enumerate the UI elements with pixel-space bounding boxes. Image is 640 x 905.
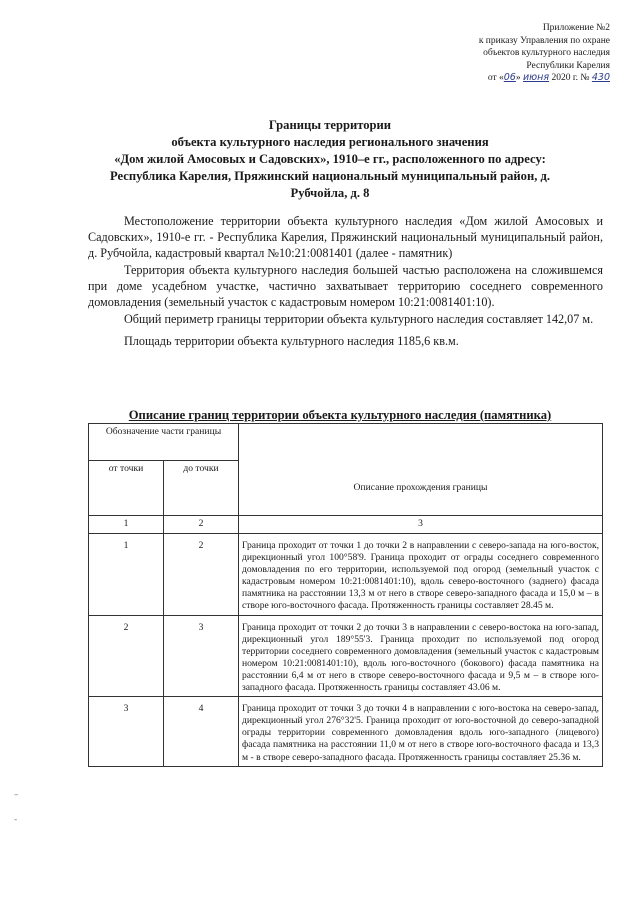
- title-line: Республика Карелия, Пряжинский национальный муниципальный район, д.: [109, 169, 551, 183]
- document-title: [60, 117, 600, 202]
- scan-mark: –: [14, 790, 19, 800]
- table-row: [89, 697, 603, 766]
- table-numbering-row: [89, 516, 603, 534]
- title-line: Рубчойла, д. 8: [290, 186, 370, 200]
- header-part-designation: Обозначение части границы: [89, 424, 239, 461]
- area-paragraph: Площадь территории объекта культурного наследия 1185,6 кв.м.: [124, 334, 459, 348]
- to-point-cell: 4: [164, 697, 239, 766]
- section-title: Описание границ территории объекта культурного наследия (памятника): [128, 408, 552, 422]
- to-point-cell: 3: [164, 615, 239, 697]
- appendix-line: Республики Карелия: [526, 60, 610, 71]
- header-from-point: от точки: [89, 461, 164, 516]
- order-number: 430: [591, 72, 610, 83]
- scan-mark: -: [14, 815, 18, 825]
- body-text: [88, 213, 603, 350]
- title-line: Границы территории: [268, 118, 392, 132]
- perimeter-paragraph: Общий периметр границы территории объекта культурного наследия составляет 142,07 м.: [124, 312, 594, 326]
- order-date-prefix: от «: [487, 73, 504, 83]
- territory-paragraph: Территория объекта культурного наследия большей частью расположена на сложившемся при доме усадебном участке, частично захватывает территорию соседнего современного домовладения (земельный участок с кадастровым номером 10:21:0081401:10).: [88, 263, 603, 309]
- appendix-header: [350, 22, 610, 85]
- column-number: 3: [239, 516, 603, 534]
- title-line: объекта культурного наследия регионального значения: [171, 135, 489, 149]
- boundary-description-cell: Граница проходит от точки 3 до точки 4 в направлении с юго-востока на северо-запад, дирекционный угол 276°32'5. Граница проходит от юго-восточной до северо-западной ограды территории современного домовладения вдоль юго-западного (лицевого) фасада памятника на расстоянии 11,0 м от него в створе юго-восточного фасада и 13,3 м - в створе северо-западного фасада. Протяженность границы составляет 25.36 м.: [239, 697, 603, 766]
- header-to-point: до точки: [164, 461, 239, 516]
- order-day: 06: [503, 72, 516, 83]
- appendix-line: объектов культурного наследия: [483, 48, 610, 58]
- appendix-line: Приложение №2: [542, 23, 610, 33]
- order-date-mid: »: [515, 73, 521, 83]
- table-row: [89, 534, 603, 616]
- boundary-description-cell: Граница проходит от точки 1 до точки 2 в направлении с северо-запада на юго-восток, дирекционный угол 100°58'9. Граница проходит от ограды соседнего современного домовладения по его территории, используемой под огород (земельный участок с кадастровым номером 10:21:0081401:10), вдоль северо-восточного (заднего) фасада памятника на расстоянии 13,3 м от него в створе северо-западного фасада и 15,0 м – в створе юго-восточного фасада. Протяженность границы составляет 28.45 м.: [239, 534, 603, 616]
- order-date-line: [350, 72, 610, 85]
- from-point-cell: 2: [89, 615, 164, 697]
- table-header-row: [89, 424, 603, 461]
- table-row: [89, 615, 603, 697]
- to-point-cell: 2: [164, 534, 239, 616]
- from-point-cell: 1: [89, 534, 164, 616]
- order-month: июня: [522, 72, 550, 83]
- header-description: Описание прохождения границы: [239, 424, 603, 516]
- from-point-cell: 3: [89, 697, 164, 766]
- boundary-table: [88, 423, 603, 767]
- appendix-line: к приказу Управления по охране: [478, 35, 610, 46]
- title-line: «Дом жилой Амосовых и Садовских», 1910–е гг., расположенного по адресу:: [114, 152, 546, 166]
- order-year: 2020 г. №: [551, 73, 590, 83]
- location-paragraph: Местоположение территории объекта культурного наследия «Дом жилой Амосовых и Садовских», 1910-е гг. - Республика Карелия, Пряжинский национальный муниципальный район, д. Рубчойла, кадастровый квартал №10:21:0081401 (далее - памятник): [88, 214, 603, 260]
- column-number: 2: [164, 516, 239, 534]
- boundary-description-cell: Граница проходит от точки 2 до точки 3 в направлении с северо-востока на юго-запад, дирекционный угол 189°55'3. Граница проходит по используемой под огород территории соседнего современного домовладения (земельный участок с кадастровым номером 10:21:0081401:10), вдоль юго-восточного (бокового) фасада памятника на расстоянии 6,4 м от него в створе северо-восточного фасада и 9,5 м – в створе юго-западного фасада. Протяженность границы составляет 43.06 м.: [239, 615, 603, 697]
- column-number: 1: [89, 516, 164, 534]
